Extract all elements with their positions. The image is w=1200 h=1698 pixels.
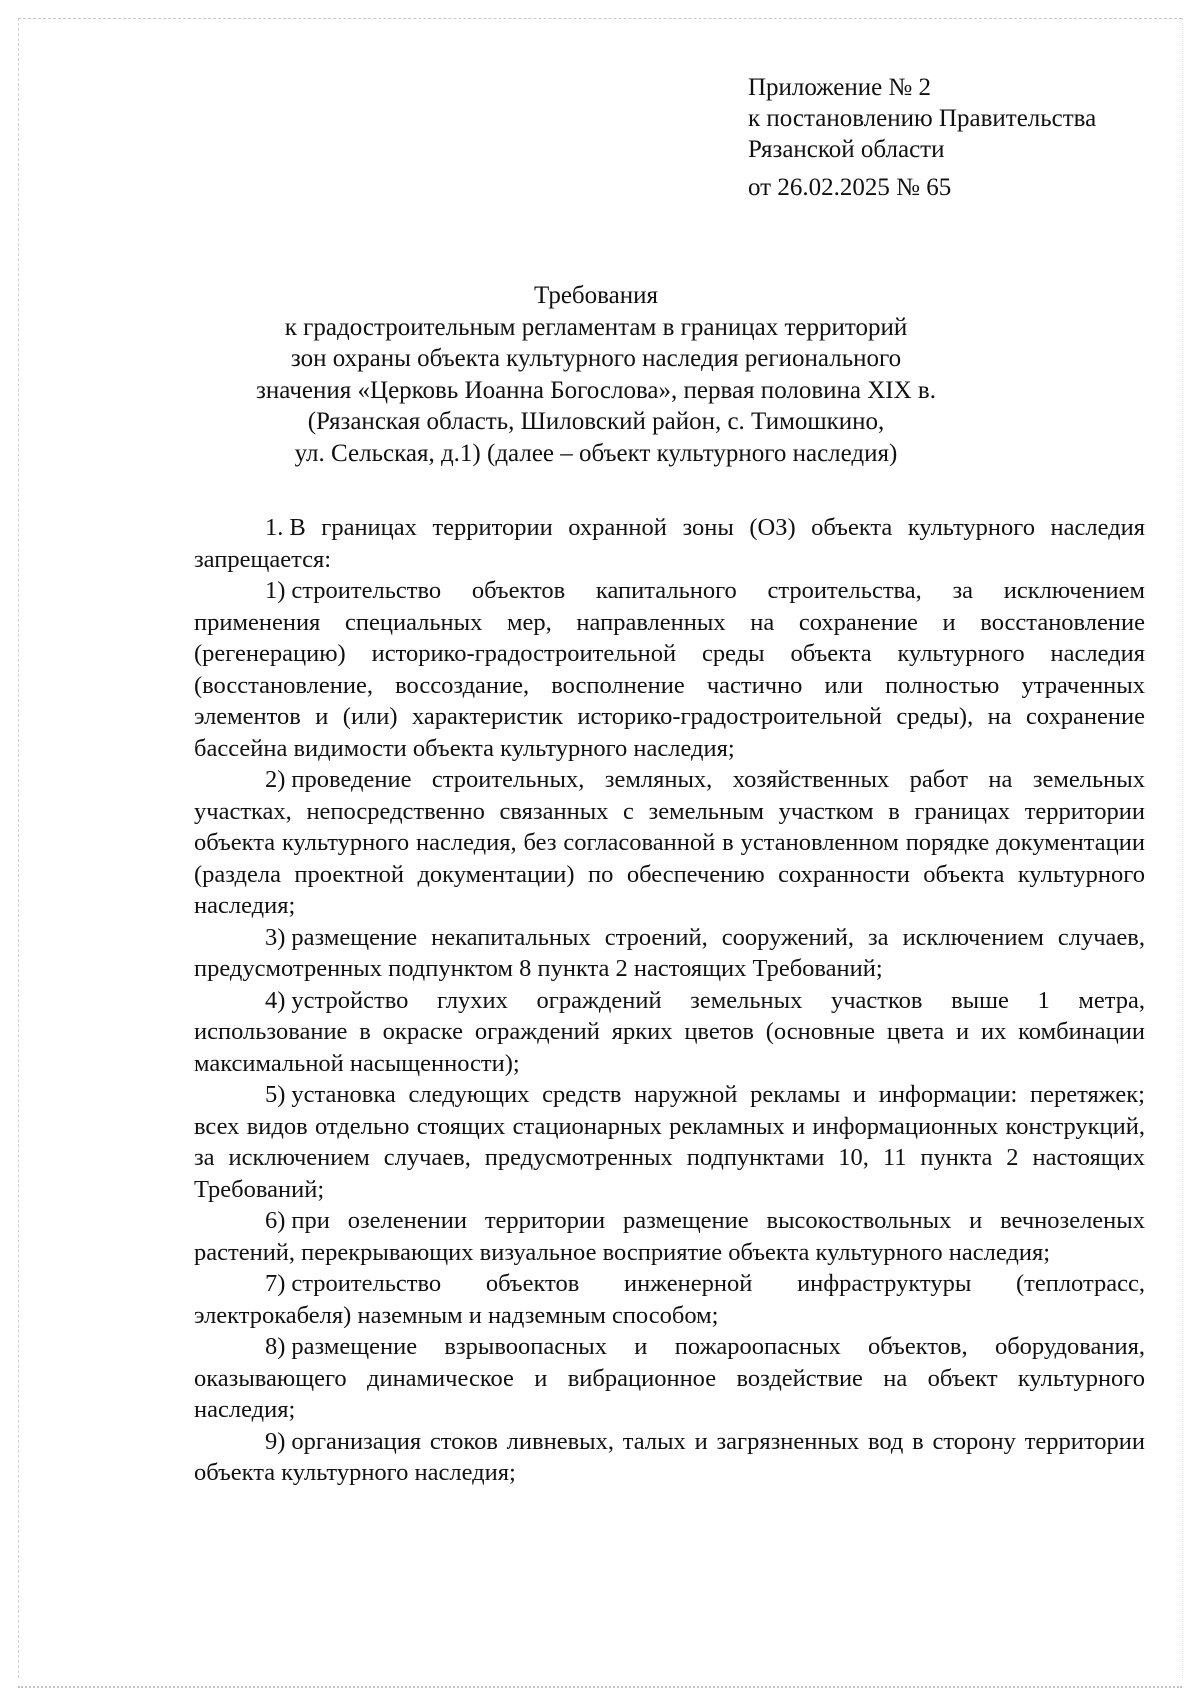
list-item-text: установка следующих средств наружной рекламы и информации: перетяжек; всех видов отдельно стоящих стационарных рекламных и информационных конструкций, за исключением случаев, предусмотренных подпунктами 10, 11 пункта 2 настоящих Требований; — [194, 1081, 1145, 1203]
list-item — [194, 1331, 1145, 1426]
list-item-text: размещение некапитальных строений, сооружений, за исключением случаев, предусмотренных подпунктом 8 пункта 2 настоящих Требований; — [194, 923, 1145, 982]
title-line: значения «Церковь Иоанна Богослова», первая половина XIX в. — [256, 376, 936, 404]
scan-edge-top — [18, 18, 1182, 19]
list-item-number: 9) — [265, 1427, 286, 1455]
list-item-number: 7) — [265, 1270, 286, 1297]
scan-edge-right — [1182, 18, 1183, 1678]
document-title — [196, 280, 996, 469]
scan-edge-bottom — [18, 1686, 1182, 1688]
list-item-number: 5) — [265, 1081, 286, 1108]
list-item — [194, 985, 1145, 1080]
list-item — [194, 1205, 1145, 1268]
title-line: (Рязанская область, Шиловский район, с. Тимошкино, — [307, 408, 885, 435]
section-number: 1. — [265, 514, 284, 541]
list-item-text: устройство глухих ограждений земельных участков выше 1 метра, использование в окраске ограждений ярких цветов (основные цвета и их комбинации максимальной насыщенности); — [194, 986, 1145, 1077]
list-item-number: 4) — [265, 986, 286, 1014]
appendix-date: от 26.02.2025 № 65 — [748, 174, 952, 201]
list-item-number: 1) — [265, 577, 286, 604]
title-line: зон охраны объекта культурного наследия регионального — [290, 345, 902, 372]
list-item-number: 3) — [265, 923, 286, 951]
list-item-text: организация стоков ливневых, талых и загрязненных вод в сторону территории объекта культурного наследия; — [194, 1427, 1145, 1486]
document-body — [194, 512, 1145, 1489]
list-item — [194, 764, 1145, 922]
title-heading: Требования — [534, 282, 658, 309]
appendix-number: Приложение № 2 — [748, 74, 932, 101]
list-item — [194, 1426, 1145, 1489]
section-1-intro — [194, 512, 1145, 575]
appendix-region: Рязанской области — [748, 136, 945, 163]
list-item — [194, 575, 1145, 764]
appendix-resolution-ref: к постановлению Правительства — [748, 105, 1097, 132]
list-item-text: проведение строительных, земляных, хозяйственных работ на земельных участках, непосредственно связанных с земельным участком в границах территории объекта культурного наследия, без согласованной в установленном порядке документации (раздела проектной документации) по обеспечению сохранности объекта культурного наследия; — [194, 766, 1145, 919]
list-item-text: при озеленении территории размещение высокоствольных и вечнозеленых растений, перекрывающих визуальное восприятие объекта культурного наследия; — [194, 1207, 1145, 1266]
list-item — [194, 1268, 1145, 1331]
list-item-text: строительство объектов инженерной инфраструктуры (теплотрасс, электрокабеля) наземным и надземным способом; — [194, 1270, 1145, 1329]
list-item-number: 6) — [265, 1207, 286, 1234]
list-item-text: строительство объектов капитального строительства, за исключением применения специальных мер, направленных на сохранение и восстановление (регенерацию) историко-градостроительной среды объекта культурного наследия (восстановление, воссоздание, восполнение частично или полностью утраченных элементов и (или) характеристик историко-градостроительной среды), на сохранение бассейна видимости объекта культурного наследия; — [194, 577, 1145, 762]
list-item — [194, 1079, 1145, 1205]
list-item-text: размещение взрывоопасных и пожароопасных объектов, оборудования, оказывающего динамическое и вибрационное воздействие на объект культурного наследия; — [194, 1333, 1145, 1423]
list-item-number: 8) — [265, 1333, 286, 1360]
title-line: к градостроительным регламентам в границах территорий — [284, 313, 908, 341]
scan-edge-left — [18, 18, 19, 1678]
list-item — [194, 922, 1145, 985]
title-line: ул. Сельская, д.1) (далее – объект культурного наследия) — [294, 439, 898, 467]
appendix-header — [748, 72, 1096, 203]
section-text: В границах территории охранной зоны (ОЗ) объекта культурного наследия запрещается: — [194, 514, 1145, 573]
list-item-number: 2) — [265, 766, 286, 793]
